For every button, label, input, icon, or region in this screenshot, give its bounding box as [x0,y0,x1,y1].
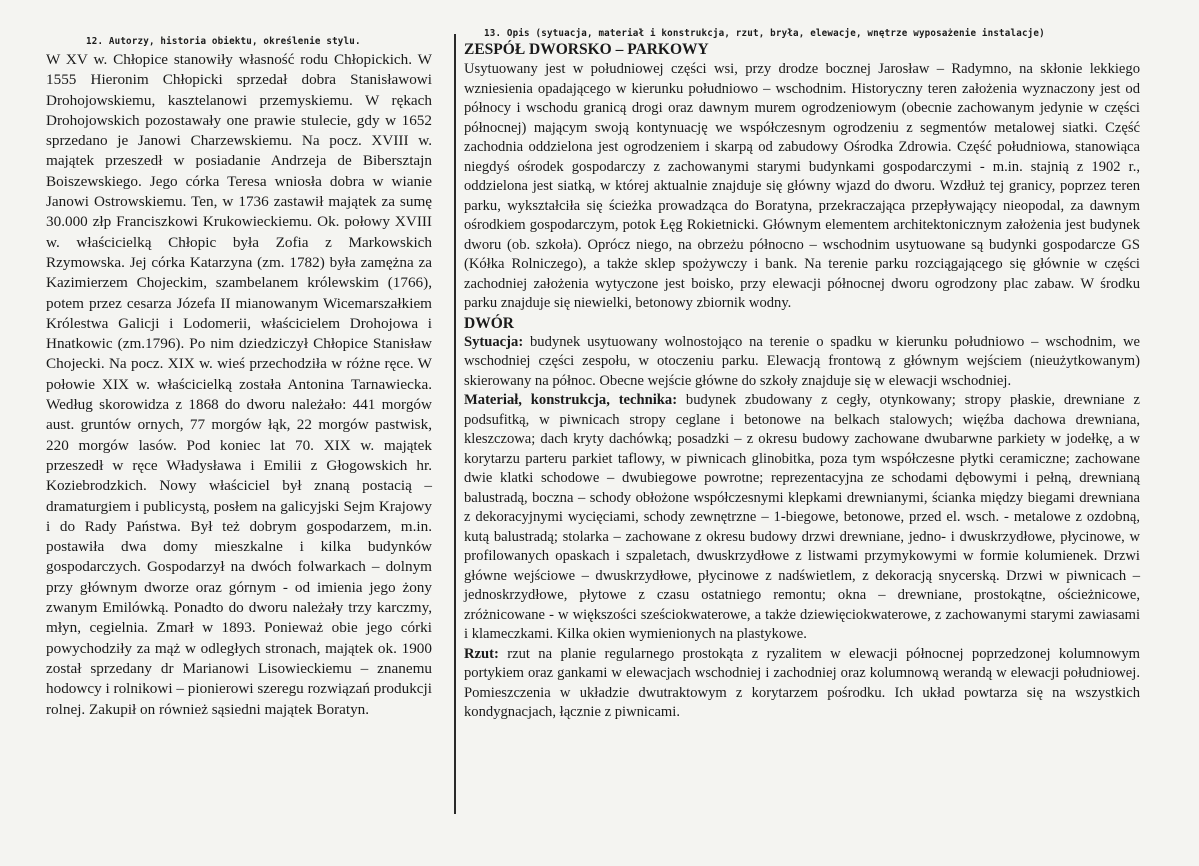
right-column [464,28,1140,723]
left-column [46,36,432,720]
sytuacja-label: Sytuacja: [464,333,524,350]
material-text: budynek zbudowany z cegły, otynkowany; stropy płaskie, drewniane z podsufitką, w piwnicach stropy ceglane i betonowe na belkach stalowych; więźba dachowa drewniana, kleszczowa; dach kryty dachówką; posadzki – z okresu budowy zachowane dwubarwne parkiety w jodełkę, a w korytarzu parteru parkiet taflowy, w piwnicach glinobitka, poza tym współczesne płytki ceramiczne; zachowane dwie klatki schodowe – dwubiegowe powrotne; reprezentacyjna ze schodami dębowymi i pełną, drewnianą balustradą, boczna – schody obłożone współczesnymi klepkami drewnianymi, ścianka między biegami drewniana z dekoracyjnymi wycięciami, schody zewnętrzne – 1-biegowe, betonowe, przed el. wsch. - metalowe z ozdobną, kutą balustradą; stolarka – zachowane z okresu budowy drzwi drewniane, jedno- i dwuskrzydłowe, płycinowe, w profilowanych opaskach i szpaletach, dwuskrzydłowe z listwami przymykowymi w formie kolumienek. Drzwi główne wejściowe – dwuskrzydłowe, płycinowe z nadświetlem, z dekoracją snycerską. Drzwi w piwnicach – jednoskrzydłowe, płytowe z czasu ostatniego remontu; okna – drewniane, prostokątne, ościeżnicowe, zróżnicowane - w większości sześciokwaterowe, a także dziewięciokwaterowe, z zachowanymi starymi zawiasami i klameczkami. Kilka okien wymienionych na plastykowe. [464,392,1140,642]
intro-text: Usytuowany jest w południowej części wsi, przy drodze bocznej Jarosław – Radymno, na skłonie lekkiego wzniesienia opadającego w kierunku południowo – wschodnim. Historyczny teren założenia wyznaczony jest od północy i wschodu granicą drogi oraz dawnym murem ogrodzeniowym (obecnie zachowanym jedynie w części północnej) mającym swoją kontynuację we współczesnym ogrodzeniu z segmentów metalowej siatki. Część zachodnia oddzielona jest ogrodzeniem i skarpą od zabudowy Ośrodka Zdrowia. Część południowa, stanowiąca niegdyś ośrodek gospodarczy z zachowanymi starymi budynkami gospodarczymi - m.in. stajnią z 1902 r., oddzielona jest siatką, w której aktualnie znajduje się główny wjazd do dworu. Wzdłuż tej granicy, poprzez teren parku, wykształciła się ścieżka prowadząca do Boratyna, przekraczająca przepływający nieopodal, za dawnym ośrodkiem gospodarczym, potok Łęg Rokietnicki. Głównym elementem architektonicznym założenia jest budynek dworu (ob. szkoła). Oprócz niego, na obrzeżu północno – wschodnim usytuowane są budynki gospodarcze GS (Kółka Rolniczego), a także sklep spożywczy i bank. Na terenie parku rozciągającego się głównie w części zachodniej założenia wytyczone jest boisko, przy elewacji północnej dworu ogrodzony plac zabaw. W środku parku znajduje się niewielki, betonowy zbiornik wodny. [464,61,1140,311]
left-column-header: 12. Autorzy, historia obiektu, określenie stylu. [86,36,361,47]
material-label: Materiał, konstrukcja, technika: [464,392,678,408]
sytuacja-paragraph [464,333,1140,392]
history-text: W XV w. Chłopice stanowiły własność rodu Chłopickich. W 1555 Hieronim Chłopicki sprzedał dobra Stanisławowi Drohojowskiemu, kasztelanowi przemyskiemu. W rękach Drohojowskich pozostawały one prawie stulecie, gdy w 1652 sprzedano je Janowi Charzewskiemu. Na pocz. XVIII w. majątek przeszedł w posiadanie Andrzeja de Bibersztajn Boiszewskiego. Jego córka Teresa wniosła dobra w wianie Janowi Ostrowskiemu. Ten, w 1736 zastawił majątek za sumę 30.000 złp Franciszkowi Krukowieckiemu. Ok. połowy XVIII w. właścicielką Chłopic była Zofia z Markowskich Rzymowska. Jej córka Katarzyna (zm. 1782) była zamężna za Kazimierzem Chojeckim, szambelanem królewskim (1766), potem przez cesarza Józefa II mianowanym Wicemarszałkiem Królestwa Galicji i Lodomerii, właścicielem Drohojowa i Hnatkowic (zm.1796). Po nim dziedziczył Chłopice Stanisław Chojecki. Na pocz. XIX w. wieś przechodziła w różne ręce. W połowie XIX w. właścicielką została Antonina Tarnawiecka. Według skorowidza z 1868 do dworu należało: 441 morgów aust. gruntów ornych, 77 morgów łąk, 22 morgów pastwisk, 220 morgów lasów. Pod koniec lat 70. XIX w. majątek przeszedł w ręce Władysława i Emilii z Głogowskich hr. Koziebrodzkich. Nowy właściciel był znaną postacią – dramaturgiem i publicystą, posłem na galicyjski Sejm Krajowy i do Rady Państwa. Był też dobrym gospodarzem, m.in. postawiła dwa domy mieszkalne i kilka budynków gospodarczych. Gospodarzył na dwóch folwarkach – dolnym przy głównym dworze oraz górnym - od imienia jego żony zwanym Emilówką. Ponadto do dworu należały trzy karczmy, młyn, cegielnia. Zmarł w 1893. Ponieważ obie jego córki powychodziły za mąż w odległych stronach, majątek ok. 1900 został sprzedany dr Marianowi Lisowieckiemu – znanemu hodowcy i rolnikowi – pionierowi szeregu rozwiązań produkcji rolnej. Zakupił on również sąsiedni majątek Boratyn. [46,51,432,718]
column-divider [454,34,456,814]
rzut-paragraph [464,645,1140,723]
section-subtitle: DWÓR [464,314,514,332]
material-paragraph [464,391,1140,645]
rzut-text: rzut na planie regularnego prostokąta z ryzalitem w elewacji północnej poprzedzonej kolumnowym portykiem oraz gankami w elewacjach wschodniej i zachodniej oraz kolumnową werandą w elewacji południowej. Pomieszczenia w układzie dwutraktowym z korytarzem pośrodku. Ich układ powtarza się na wszystkich kondygnacjach, łącznie z piwnicami. [464,645,1140,720]
section-title: ZESPÓŁ DWORSKO – PARKOWY [464,41,709,58]
sytuacja-text: budynek usytuowany wolnostojąco na terenie o spadku w kierunku południowo – wschodnim, we wschodniej części zespołu, w otoczeniu parku. Elewacją frontową z głównym wejściem (nieużytkowanym) skierowany na północ. Obecne wejście główne do szkoły znajduje się w elewacji wschodniej. [464,333,1140,389]
right-column-header: 13. Opis (sytuacja, materiał i konstrukcja, rzut, bryła, elewacje, wnętrze wyposażenie instalacje) [484,28,1045,39]
rzut-label: Rzut: [464,645,499,662]
